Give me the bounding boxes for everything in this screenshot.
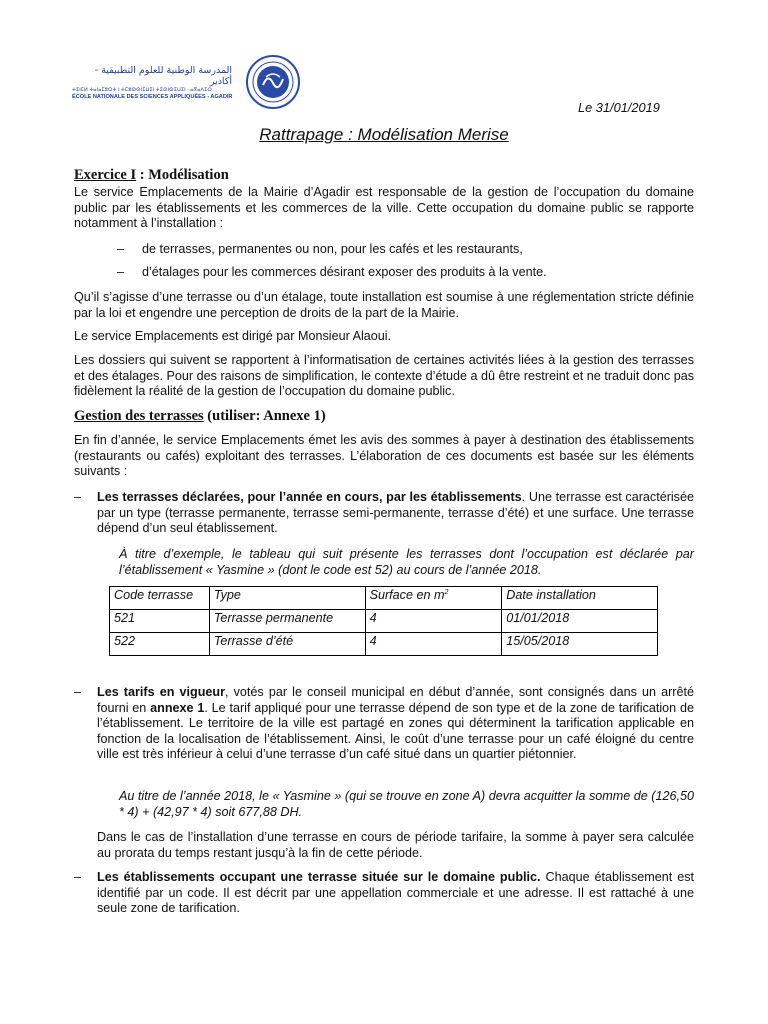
logo-french-text: ÉCOLE NATIONALE DES SCIENCES APPLIQUÉES - AGADIR — [72, 94, 233, 100]
superscript-2: 2 — [444, 588, 449, 596]
bullet-dash: – — [117, 242, 125, 256]
logo-text-block — [72, 65, 232, 101]
section-heading-label: Gestion des terrasses — [74, 408, 204, 424]
item-dash: – — [74, 870, 82, 884]
example-yasmine: À titre d’exemple, le tableau qui suit présente les terrasses dont l’occupation est déclarée par l’établissement « Yasmine » (dont le code est 52) au cours de l’année 2018. — [119, 547, 694, 577]
bullet-terrasses: de terrasses, permanentes ou non, pour les cafés et les restaurants, — [142, 242, 523, 256]
terrasses-table — [109, 586, 658, 656]
section-heading — [74, 409, 694, 425]
paragraph-dossiers: Les dossiers qui suivent se rapportent à l’informatisation de certaines activités liées à la gestion des terrasses et des étalages. Pour des raisons de simplification, le contexte d’étude a dû être restreint et ne traduit donc pas fidèlement la réalité de la gestion de l’occupation du domaine public. — [74, 353, 694, 398]
document-date: Le 31/01/2019 — [578, 100, 660, 115]
item-tarifs-text-a: , votés par le conseil municipal en début d’année, sont consignés dans un arrêté fourni en — [97, 685, 694, 715]
item-tarifs-bold: Les tarifs en vigueur — [97, 685, 226, 699]
section-intro: En fin d’année, le service Emplacements émet les avis des sommes à payer à destination des établissements (restaurants ou cafés) exploitant des terrasses. L’élaboration de ces documents est basée sur les éléments suivants : — [74, 433, 694, 478]
item-terrasses-declarees — [97, 490, 694, 537]
table-cell: 4 — [365, 633, 502, 656]
table-cell: 01/01/2018 — [502, 610, 658, 633]
item-tarifs — [97, 685, 694, 763]
table-cell: Terrasse permanente — [209, 610, 365, 633]
table-cell: 4 — [365, 610, 502, 633]
bullet-etalages: d’étalages pour les commerces désirant exposer des produits à la vente. — [142, 265, 547, 279]
paragraph-reglementation: Qu’il s’agisse d’une terrasse ou d’un étalage, toute installation est soumise à une réglementation stricte définie par la loi et engendre une perception de droits de la part de la Mairie. — [74, 290, 694, 320]
exercise-heading — [74, 168, 694, 184]
table-header-cell: Code terrasse — [110, 587, 210, 610]
item-etablissements-text: Chaque établissement est identifié par un code. Il est décrit par une appellation commerciale et une adresse. Il est rattaché à une seule zone de tarification. — [97, 870, 694, 915]
item-etablissements-bold: Les établissements occupant une terrasse située sur le domaine public. — [97, 870, 541, 884]
paragraph-prorata: Dans le cas de l’installation d’une terrasse en cours de période tarifaire, la somme à payer sera calculée au prorata du temps restant jusqu’à la fin de cette période. — [97, 830, 694, 860]
item-dash: – — [74, 490, 82, 504]
surface-header-text: Surface en m — [369, 588, 445, 602]
item-terrasses-text: . Une terrasse est caractérisée par un type (terrasse permanente, terrasse semi-permanente, terrasse d’été) et une surface. Une terrasse dépend d’un seul établissement. — [97, 490, 694, 535]
table-cell: 521 — [110, 610, 210, 633]
section-heading-rest: (utiliser: Annexe 1) — [203, 408, 326, 424]
school-logo — [72, 55, 302, 115]
table-cell: Terrasse d’été — [209, 633, 365, 656]
paragraph-direction: Le service Emplacements est dirigé par Monsieur Alaoui. — [74, 329, 392, 343]
exercise-heading-label: Exercice I — [74, 167, 137, 183]
bullet-dash: – — [117, 265, 125, 279]
logo-arabic-text: المدرسة الوطنية للعلوم التطبيقية - أكادير — [94, 65, 232, 87]
example-calcul: Au titre de l’année 2018, le « Yasmine » (qui se trouve en zone A) devra acquitter la somme de (126,50 * 4) + (42,97 * 4) soit 677,88 DH. — [119, 789, 694, 819]
item-tarifs-annexe: annexe 1 — [150, 700, 205, 715]
table-header-cell: Date installation — [502, 587, 658, 610]
exercise-heading-rest: : Modélisation — [136, 167, 229, 183]
university-seal-icon — [246, 55, 300, 109]
logo-tifinagh-text: ⵜⵉⵏⵎⵍ ⵜⴰⵏⴰⵎⵓⵔⵜ ⵏ ⵜⵎⵓⵙⵙⵏⵉⵡⵉⵏ ⵜⵉⵙⵏⵙⵉⵡⵉⵏ - ⴰⴳⴰⴷⵉⵔ — [72, 87, 212, 93]
item-dash: – — [74, 685, 82, 699]
item-terrasses-bold: Les terrasses déclarées, pour l’année en cours, par les établissements — [97, 490, 522, 504]
table-row — [110, 610, 658, 633]
page-title: Rattrapage : Modélisation Merise — [259, 125, 509, 144]
table-row — [110, 633, 658, 656]
item-tarifs-text-b: . Le tarif appliqué pour une terrasse dépend de son type et de la zone de tarification de l’établissement. Le territoire de la ville est partagé en zones qui déterminent la tarification applicable en fonction de la localisation de l’établissement. Ainsi, le coût d’une terrasse pour un café éloigné du centre ville est très inférieur à celui d’une terrasse d’un café situé dans un quartier piétonnier. — [97, 700, 695, 761]
table-header-cell: Type — [209, 587, 365, 610]
item-etablissements — [97, 870, 694, 917]
exercise-intro: Le service Emplacements de la Mairie d’Agadir est responsable de la gestion de l’occupation du domaine public par les établissements et les commerces de la ville. Cette occupation du domaine public se rapporte notamment à l’installation : — [74, 185, 694, 230]
table-header-row — [110, 587, 658, 610]
table-cell: 522 — [110, 633, 210, 656]
table-header-cell — [365, 587, 502, 610]
table-cell: 15/05/2018 — [502, 633, 658, 656]
